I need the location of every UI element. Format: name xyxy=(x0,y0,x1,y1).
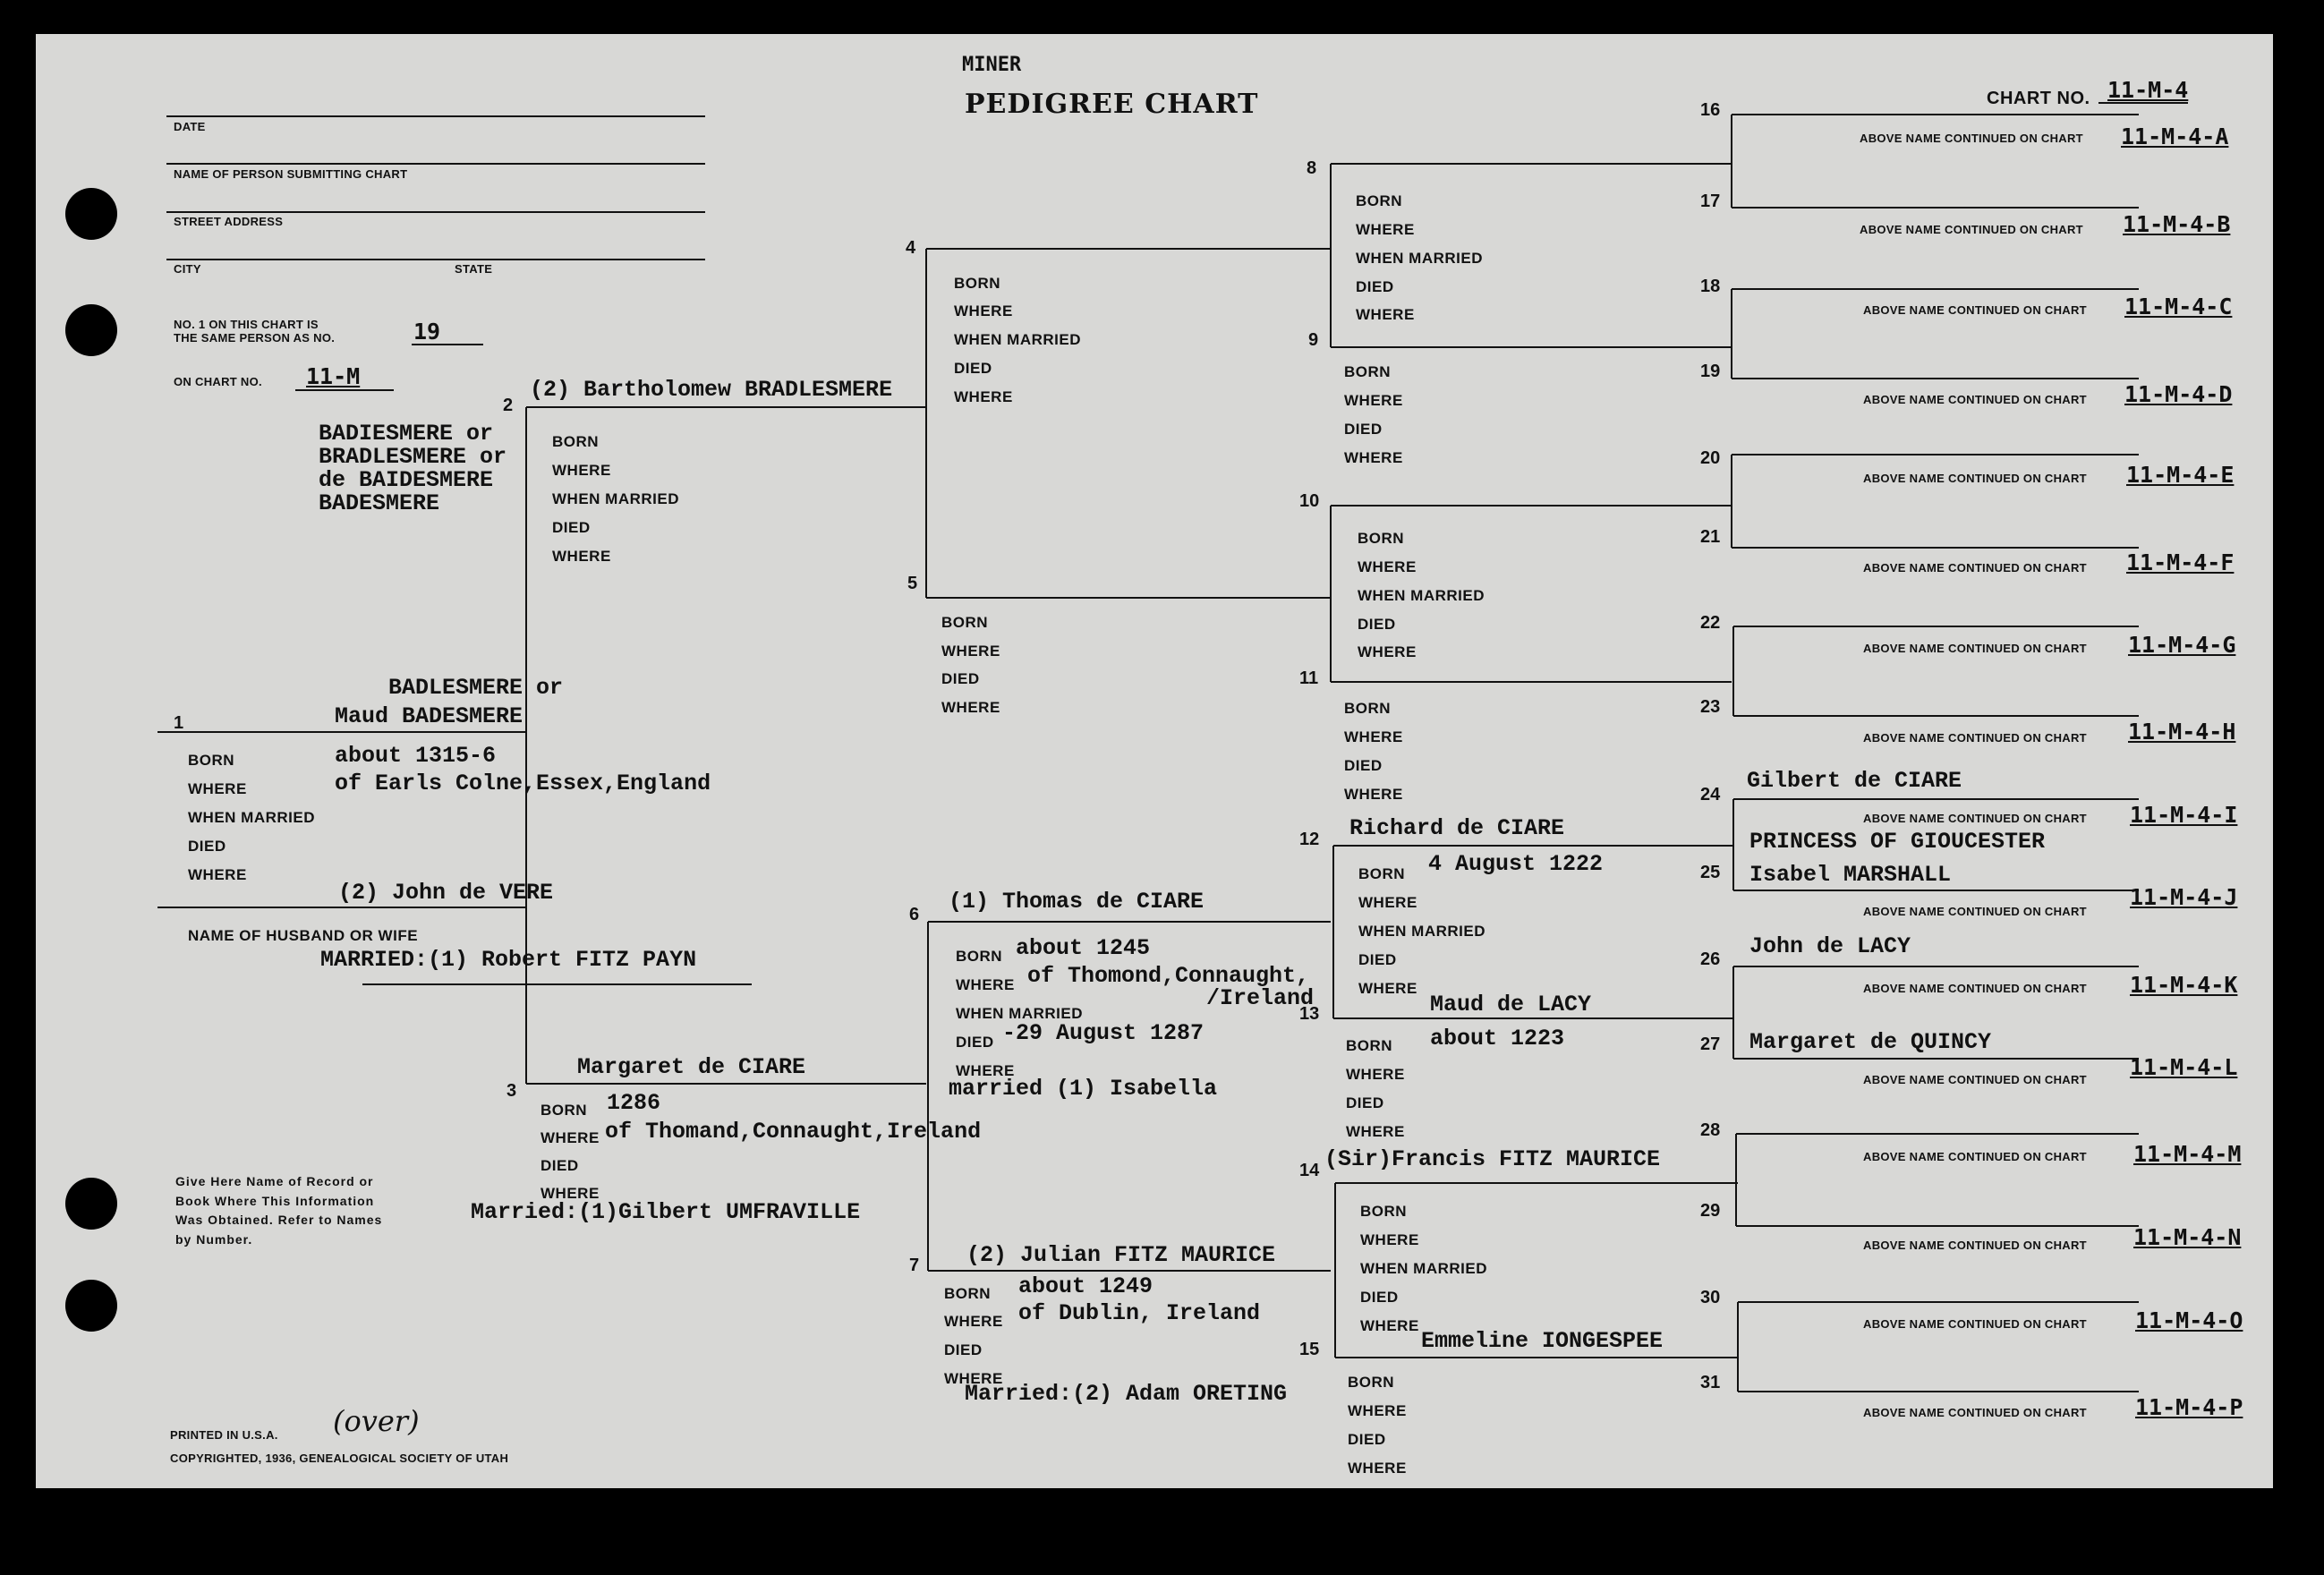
person1-where: of Earls Colne,Essex,England xyxy=(335,770,711,796)
person3-where: of Thomand,Connaught,Ireland xyxy=(605,1119,982,1145)
on-chart-no: 11-M xyxy=(306,363,361,389)
number-2: 2 xyxy=(503,396,514,415)
person6-where-cont: /Ireland xyxy=(1206,985,1315,1011)
person2-alt-name: de BAIDESMERE xyxy=(319,467,494,493)
number-1: 1 xyxy=(174,713,184,733)
person15-where-label: WHERE xyxy=(1348,1402,1407,1419)
continuation-code: 11-M-4-L xyxy=(2130,1054,2238,1080)
person1-married: MARRIED:(1) Robert FITZ PAYN xyxy=(320,947,697,973)
person15-died-where-label: WHERE xyxy=(1348,1460,1407,1477)
person4-when-married-label: WHEN MARRIED xyxy=(954,331,1081,348)
person3-born: 1286 xyxy=(607,1090,661,1116)
city-label: CITY xyxy=(174,262,201,276)
number-3: 3 xyxy=(507,1081,517,1101)
number-9: 9 xyxy=(1308,330,1319,350)
person9-died-where-label: WHERE xyxy=(1344,449,1403,466)
person1-alt-names: BADLESMERE or xyxy=(388,675,564,701)
person3-where-label: WHERE xyxy=(541,1129,600,1146)
person9-died-label: DIED xyxy=(1344,421,1383,438)
person27-name: Margaret de QUINCY xyxy=(1749,1029,1992,1055)
continued-label: ABOVE NAME CONTINUED ON CHART xyxy=(1863,982,2087,995)
person3-died-where-label: WHERE xyxy=(541,1185,600,1202)
person10-died-label: DIED xyxy=(1358,616,1396,633)
person6-name: (1) Thomas de CIARE xyxy=(949,889,1205,915)
number-27: 27 xyxy=(1700,1034,1721,1054)
person8-when-married-label: WHEN MARRIED xyxy=(1356,250,1483,267)
person14-where-label: WHERE xyxy=(1360,1231,1419,1248)
continued-label: ABOVE NAME CONTINUED ON CHART xyxy=(1863,731,2087,745)
continuation-code: 11-M-4-F xyxy=(2126,549,2235,575)
copyright: COPYRIGHTED, 1936, GENEALOGICAL SOCIETY OF UTAH xyxy=(170,1452,509,1465)
continuation-code: 11-M-4-E xyxy=(2126,462,2235,488)
person1-born: about 1315-6 xyxy=(335,743,497,769)
number-19: 19 xyxy=(1700,362,1721,381)
person12-name: Richard de CIARE xyxy=(1349,815,1565,841)
person13-died-label: DIED xyxy=(1346,1094,1384,1111)
number-13: 13 xyxy=(1299,1004,1320,1024)
continuation-code: 11-M-4-J xyxy=(2130,884,2238,910)
continuation-code: 11-M-4-C xyxy=(2124,294,2233,319)
same-person-no: 19 xyxy=(413,319,441,345)
person7-died-where-label: WHERE xyxy=(944,1370,1003,1387)
street-label: STREET ADDRESS xyxy=(174,215,284,228)
number-4: 4 xyxy=(906,238,916,258)
person6-married: married (1) Isabella xyxy=(949,1076,1218,1102)
person2-alt-name: BADESMERE xyxy=(319,490,440,516)
person7-name: (2) Julian FITZ MAURICE xyxy=(966,1242,1276,1268)
person2-name: (2) Bartholomew BRADLESMERE xyxy=(530,377,893,403)
continued-label: ABOVE NAME CONTINUED ON CHART xyxy=(1863,1239,2087,1252)
source-note xyxy=(175,1172,382,1250)
person11-where-label: WHERE xyxy=(1344,728,1403,745)
person1-name: Maud BADESMERE xyxy=(335,703,524,729)
number-20: 20 xyxy=(1700,448,1721,468)
number-31: 31 xyxy=(1700,1373,1721,1392)
continuation-code: 11-M-4-N xyxy=(2133,1224,2242,1250)
person7-born: about 1249 xyxy=(1018,1273,1153,1299)
continued-label: ABOVE NAME CONTINUED ON CHART xyxy=(1863,561,2087,575)
continued-label: ABOVE NAME CONTINUED ON CHART xyxy=(1863,1073,2087,1086)
continued-label: ABOVE NAME CONTINUED ON CHART xyxy=(1860,132,2083,145)
person6-where-label: WHERE xyxy=(956,976,1015,993)
number-14: 14 xyxy=(1299,1161,1320,1180)
number-18: 18 xyxy=(1700,277,1721,296)
person8-born-label: BORN xyxy=(1356,192,1403,209)
person7-where-label: WHERE xyxy=(944,1313,1003,1330)
person3-born-label: BORN xyxy=(541,1102,588,1119)
spouse-label: NAME OF HUSBAND OR WIFE xyxy=(188,927,419,944)
person2-when-married-label: WHEN MARRIED xyxy=(552,490,679,507)
person24-title: PRINCESS OF GIOUCESTER xyxy=(1749,829,2046,855)
person6-where: of Thomond,Connaught, xyxy=(1027,963,1310,989)
person6-died-label: DIED xyxy=(956,1034,994,1051)
person2-died-where-label: WHERE xyxy=(552,548,611,565)
person12-when-married-label: WHEN MARRIED xyxy=(1358,923,1485,940)
continuation-code: 11-M-4-G xyxy=(2128,632,2236,658)
continuation-code: 11-M-4-H xyxy=(2128,719,2236,745)
person7-married: Married:(2) Adam ORETING xyxy=(965,1381,1288,1407)
number-24: 24 xyxy=(1700,785,1721,805)
person12-died-label: DIED xyxy=(1358,951,1397,968)
number-28: 28 xyxy=(1700,1120,1721,1140)
number-22: 22 xyxy=(1700,613,1721,633)
continued-label: ABOVE NAME CONTINUED ON CHART xyxy=(1863,1406,2087,1419)
continuation-code: 11-M-4-B xyxy=(2123,211,2231,237)
number-21: 21 xyxy=(1700,527,1721,547)
person12-born: 4 August 1222 xyxy=(1428,851,1604,877)
number-16: 16 xyxy=(1700,100,1721,120)
continuation-code: 11-M-4-I xyxy=(2130,802,2238,828)
on-chart-label: ON CHART NO. xyxy=(174,375,262,388)
person13-name: Maud de LACY xyxy=(1430,992,1592,1017)
person6-born: about 1245 xyxy=(1016,935,1151,961)
printed-label: PRINTED IN U.S.A. xyxy=(170,1428,278,1442)
person15-died-label: DIED xyxy=(1348,1431,1386,1448)
person7-died-label: DIED xyxy=(944,1341,983,1358)
person6-when-married-label: WHEN MARRIED xyxy=(956,1005,1083,1022)
continuation-code: 11-M-4-M xyxy=(2133,1141,2242,1167)
continued-label: ABOVE NAME CONTINUED ON CHART xyxy=(1863,303,2087,317)
person13-died-where-label: WHERE xyxy=(1346,1123,1405,1140)
person24-name: Gilbert de CIARE xyxy=(1747,768,1962,794)
person9-born-label: BORN xyxy=(1344,363,1392,380)
person9-where-label: WHERE xyxy=(1344,392,1403,409)
continued-label: ABOVE NAME CONTINUED ON CHART xyxy=(1863,472,2087,485)
continuation-code: 11-M-4-A xyxy=(2121,123,2229,149)
person4-born-label: BORN xyxy=(954,275,1001,292)
continued-label: ABOVE NAME CONTINUED ON CHART xyxy=(1863,812,2087,825)
source-note-line: Give Here Name of Record or xyxy=(175,1174,374,1188)
person14-born-label: BORN xyxy=(1360,1203,1408,1220)
person1-died-where-label: WHERE xyxy=(188,866,247,883)
continued-label: ABOVE NAME CONTINUED ON CHART xyxy=(1863,393,2087,406)
person3-name: Margaret de CIARE xyxy=(577,1054,806,1080)
person1-died-label: DIED xyxy=(188,838,226,855)
continuation-code: 11-M-4-K xyxy=(2130,972,2238,998)
person14-died-label: DIED xyxy=(1360,1289,1399,1306)
number-26: 26 xyxy=(1700,949,1721,969)
number-12: 12 xyxy=(1299,830,1320,849)
same-person-line1: NO. 1 ON THIS CHART IS xyxy=(174,318,319,331)
same-person-line2: THE SAME PERSON AS NO. xyxy=(174,331,336,345)
number-8: 8 xyxy=(1307,158,1317,178)
chart-no-label: CHART NO. xyxy=(1987,89,2090,108)
person3-married: Married:(1)Gilbert UMFRAVILLE xyxy=(471,1199,861,1225)
person15-name: Emmeline IONGESPEE xyxy=(1421,1328,1664,1354)
person2-born-label: BORN xyxy=(552,433,600,450)
person6-died-where-label: WHERE xyxy=(956,1062,1015,1079)
person4-where-label: WHERE xyxy=(954,302,1013,319)
person5-died-label: DIED xyxy=(941,670,980,687)
state-label: STATE xyxy=(455,262,493,276)
person5-born-label: BORN xyxy=(941,614,989,631)
number-23: 23 xyxy=(1700,697,1721,717)
person5-where-label: WHERE xyxy=(941,643,1000,660)
continued-label: ABOVE NAME CONTINUED ON CHART xyxy=(1860,223,2083,236)
person14-died-where-label: WHERE xyxy=(1360,1317,1419,1334)
number-7: 7 xyxy=(909,1256,920,1275)
person14-name: (Sir)Francis FITZ MAURICE xyxy=(1324,1146,1661,1172)
person14-when-married-label: WHEN MARRIED xyxy=(1360,1260,1487,1277)
person3-died-label: DIED xyxy=(541,1157,579,1174)
number-6: 6 xyxy=(909,905,920,924)
chart-no-value: 11-M-4 xyxy=(2107,77,2189,103)
person26-name: John de LACY xyxy=(1749,933,1911,959)
person4-died-label: DIED xyxy=(954,360,992,377)
number-15: 15 xyxy=(1299,1340,1320,1359)
number-5: 5 xyxy=(907,574,918,593)
person13-where-label: WHERE xyxy=(1346,1066,1405,1083)
person12-born-label: BORN xyxy=(1358,865,1406,882)
person2-died-label: DIED xyxy=(552,519,591,536)
person13-born: about 1223 xyxy=(1430,1026,1565,1051)
date-label: DATE xyxy=(174,120,206,133)
person6-born-label: BORN xyxy=(956,948,1003,965)
person7-where: of Dublin, Ireland xyxy=(1018,1300,1261,1326)
person1-where-label: WHERE xyxy=(188,780,247,797)
person1-when-married-label: WHEN MARRIED xyxy=(188,809,315,826)
person8-where-label: WHERE xyxy=(1356,221,1415,238)
person8-died-where-label: WHERE xyxy=(1356,306,1415,323)
number-30: 30 xyxy=(1700,1288,1721,1307)
continuation-code: 11-M-4-D xyxy=(2124,381,2233,407)
person12-died-where-label: WHERE xyxy=(1358,980,1417,997)
person11-died-label: DIED xyxy=(1344,757,1383,774)
person1-born-label: BORN xyxy=(188,752,235,769)
person4-died-where-label: WHERE xyxy=(954,388,1013,405)
person15-born-label: BORN xyxy=(1348,1374,1395,1391)
number-17: 17 xyxy=(1700,192,1721,211)
person2-alt-name: BADIESMERE or xyxy=(319,421,494,447)
source-note-line: Was Obtained. Refer to Names xyxy=(175,1213,383,1228)
continuation-code: 11-M-4-O xyxy=(2135,1307,2243,1333)
chart-title: PEDIGREE CHART xyxy=(965,89,1259,120)
person11-died-where-label: WHERE xyxy=(1344,786,1403,803)
person1-spouse: (2) John de VERE xyxy=(338,880,554,906)
continued-label: ABOVE NAME CONTINUED ON CHART xyxy=(1863,1150,2087,1163)
person10-when-married-label: WHEN MARRIED xyxy=(1358,587,1485,604)
person5-died-where-label: WHERE xyxy=(941,699,1000,716)
person2-where-label: WHERE xyxy=(552,462,611,479)
surname-header: MINER xyxy=(962,54,1022,76)
source-note-line: Book Where This Information xyxy=(175,1193,375,1208)
continued-label: ABOVE NAME CONTINUED ON CHART xyxy=(1863,905,2087,918)
person10-born-label: BORN xyxy=(1358,530,1405,547)
source-note-line: by Number. xyxy=(175,1232,253,1247)
continued-label: ABOVE NAME CONTINUED ON CHART xyxy=(1863,642,2087,655)
continuation-code: 11-M-4-P xyxy=(2135,1394,2243,1420)
person11-born-label: BORN xyxy=(1344,700,1392,717)
number-11: 11 xyxy=(1299,668,1319,688)
number-10: 10 xyxy=(1299,491,1320,511)
number-29: 29 xyxy=(1700,1201,1721,1221)
person7-born-label: BORN xyxy=(944,1285,992,1302)
person10-died-where-label: WHERE xyxy=(1358,643,1417,660)
over-note: (over) xyxy=(333,1404,420,1438)
person12-where-label: WHERE xyxy=(1358,894,1417,911)
person25-name: Isabel MARSHALL xyxy=(1749,862,1952,888)
submitter-label: NAME OF PERSON SUBMITTING CHART xyxy=(174,167,408,181)
continued-label: ABOVE NAME CONTINUED ON CHART xyxy=(1863,1317,2087,1331)
person13-born-label: BORN xyxy=(1346,1037,1393,1054)
person10-where-label: WHERE xyxy=(1358,558,1417,575)
person8-died-label: DIED xyxy=(1356,278,1394,295)
person6-died: -29 August 1287 xyxy=(1002,1020,1205,1046)
person2-alt-name: BRADLESMERE or xyxy=(319,444,507,470)
number-25: 25 xyxy=(1700,863,1721,882)
